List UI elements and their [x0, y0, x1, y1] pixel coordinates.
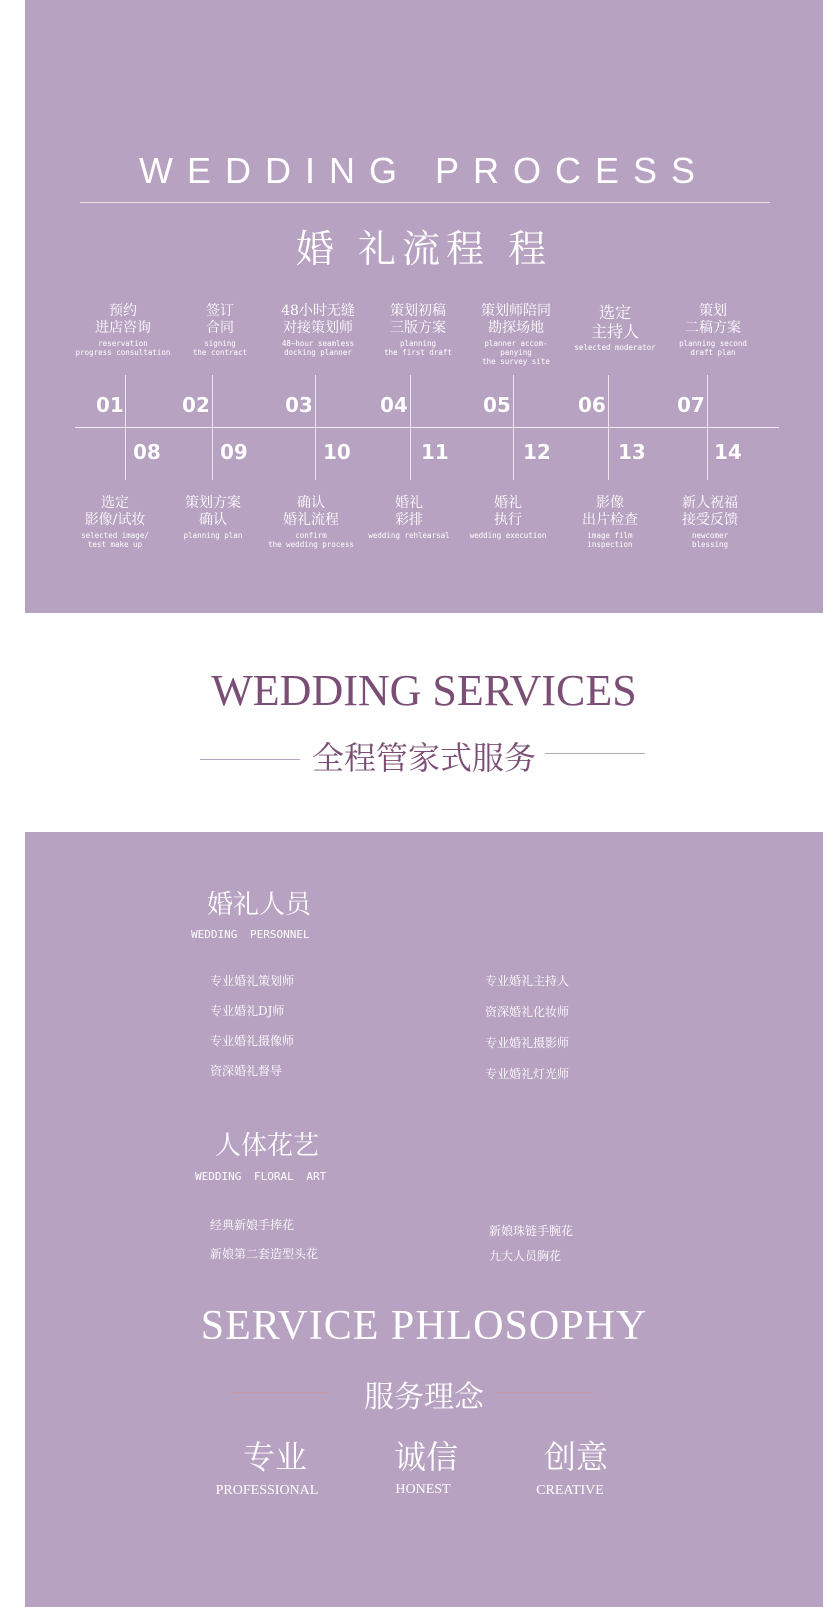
step-number: 07 — [677, 393, 705, 417]
process-title: WEDDING PROCESS — [138, 150, 710, 191]
process-step-08 — [65, 495, 165, 549]
value-professional-cn: 专业 — [242, 1438, 307, 1476]
process-subtitle: 婚 礼流程 程 — [295, 227, 553, 271]
step-number: 06 — [578, 393, 606, 417]
process-step-12 — [458, 495, 558, 540]
process-step-02 — [170, 303, 270, 357]
personnel-item: 资深婚礼督导 — [210, 1064, 283, 1078]
step-en-label: confirm the wedding process — [268, 530, 354, 549]
timeline-tick — [707, 375, 708, 480]
step-en-label: newcomer blessing — [691, 530, 729, 549]
timeline-tick — [125, 375, 126, 480]
process-step-01 — [73, 303, 173, 357]
process-step-10 — [261, 495, 361, 549]
timeline-tick — [608, 375, 609, 480]
step-number: 01 — [96, 393, 124, 417]
step-cn-label: 策划 二稿方案 — [685, 303, 741, 336]
process-timeline-axis — [75, 427, 779, 428]
process-step-07 — [663, 303, 763, 357]
step-cn-label: 策划方案 确认 — [185, 495, 241, 528]
services-detail-section — [25, 832, 823, 1607]
step-cn-label: 婚礼 彩排 — [395, 495, 423, 528]
process-title-divider — [80, 202, 770, 203]
personnel-item: 专业婚礼DJ师 — [210, 1004, 285, 1018]
services-subtitle: 全程管家式服务 — [311, 739, 536, 777]
process-step-14 — [660, 495, 760, 549]
floral-title: 人体花艺 — [215, 1131, 320, 1161]
step-number: 14 — [714, 440, 742, 464]
step-en-label: 48—hour seamless docking planner — [281, 338, 355, 357]
process-step-13 — [560, 495, 660, 549]
process-step-03 — [268, 303, 368, 357]
step-en-label: reservation progress consultation — [75, 338, 171, 357]
philosophy-subtitle: 服务理念 — [364, 1380, 484, 1415]
step-en-label: planning second draft plan — [679, 338, 747, 357]
step-cn-label: 选定 主持人 — [590, 303, 639, 342]
value-honest-cn: 诚信 — [393, 1438, 458, 1476]
value-creative-en: CREATIVE — [536, 1483, 604, 1498]
personnel-item: 资深婚礼化妆师 — [485, 1005, 570, 1019]
value-creative-cn: 创意 — [543, 1438, 608, 1476]
timeline-tick — [410, 375, 411, 480]
step-en-label: wedding rehlearsal — [368, 530, 450, 540]
timeline-tick — [513, 375, 514, 480]
wedding-process-section — [25, 0, 823, 613]
timeline-tick — [212, 375, 213, 480]
step-en-label: selected moderator — [574, 343, 656, 353]
services-divider-right — [545, 753, 645, 754]
step-number: 13 — [618, 440, 646, 464]
value-professional-en: PROFESSIONAL — [215, 1483, 319, 1498]
step-cn-label: 策划初稿 三版方案 — [390, 303, 446, 336]
process-step-04 — [368, 303, 468, 357]
step-number: 03 — [285, 393, 313, 417]
step-en-label: selected image/ test make up — [81, 530, 149, 549]
step-cn-label: 影像 出片检查 — [582, 495, 638, 528]
personnel-item: 专业婚礼主持人 — [485, 974, 570, 988]
step-cn-label: 确认 婚礼流程 — [283, 495, 339, 528]
step-en-label: planning plan — [183, 530, 243, 540]
step-cn-label: 48小时无缝 对接策划师 — [281, 303, 355, 336]
step-en-label: wedding execution — [469, 530, 547, 540]
floral-item: 新娘第二套造型头花 — [210, 1247, 319, 1261]
services-title: WEDDING SERVICES — [211, 666, 637, 715]
step-number: 09 — [220, 440, 248, 464]
process-step-06 — [565, 303, 665, 352]
step-number: 02 — [182, 393, 210, 417]
step-number: 08 — [133, 440, 161, 464]
step-number: 04 — [380, 393, 408, 417]
step-number: 11 — [421, 440, 449, 464]
personnel-title: 婚礼人员 — [207, 890, 312, 920]
process-step-11 — [359, 495, 459, 540]
step-cn-label: 签订 合同 — [206, 303, 234, 336]
step-number: 10 — [323, 440, 351, 464]
step-cn-label: 预约 进店咨询 — [95, 303, 151, 336]
timeline-tick — [315, 375, 316, 480]
personnel-en-title: WEDDING PERSONNEL — [191, 928, 310, 941]
philosophy-title: SERVICE PHLOSOPHY — [200, 1303, 648, 1349]
step-en-label: image film inspection — [587, 530, 633, 549]
value-honest-en: HONEST — [395, 1482, 451, 1497]
step-cn-label: 选定 影像/试妆 — [84, 495, 146, 528]
floral-item: 新娘珠链手腕花 — [489, 1224, 574, 1238]
step-en-label: planner accom- panying the survey site — [482, 338, 550, 366]
personnel-item: 专业婚礼摄像师 — [210, 1034, 295, 1048]
floral-en-title: WEDDING FLORAL ART — [195, 1170, 327, 1183]
floral-item: 经典新娘手捧花 — [210, 1218, 295, 1232]
floral-item: 九大人员胸花 — [489, 1249, 562, 1263]
personnel-item: 专业婚礼策划师 — [210, 974, 295, 988]
personnel-item: 专业婚礼灯光师 — [485, 1067, 570, 1081]
step-cn-label: 婚礼 执行 — [494, 495, 522, 528]
process-step-05 — [466, 303, 566, 366]
wedding-services-banner — [25, 613, 823, 832]
philosophy-divider-right — [495, 1392, 595, 1393]
step-cn-label: 策划师陪同 勘探场地 — [481, 303, 551, 336]
personnel-item: 专业婚礼摄影师 — [485, 1036, 570, 1050]
step-cn-label: 新人祝福 接受反馈 — [682, 495, 738, 528]
step-number: 12 — [523, 440, 551, 464]
step-number: 05 — [483, 393, 511, 417]
step-en-label: signing the contract — [192, 338, 248, 357]
step-en-label: planning the first draft — [384, 338, 452, 357]
process-step-09 — [163, 495, 263, 540]
